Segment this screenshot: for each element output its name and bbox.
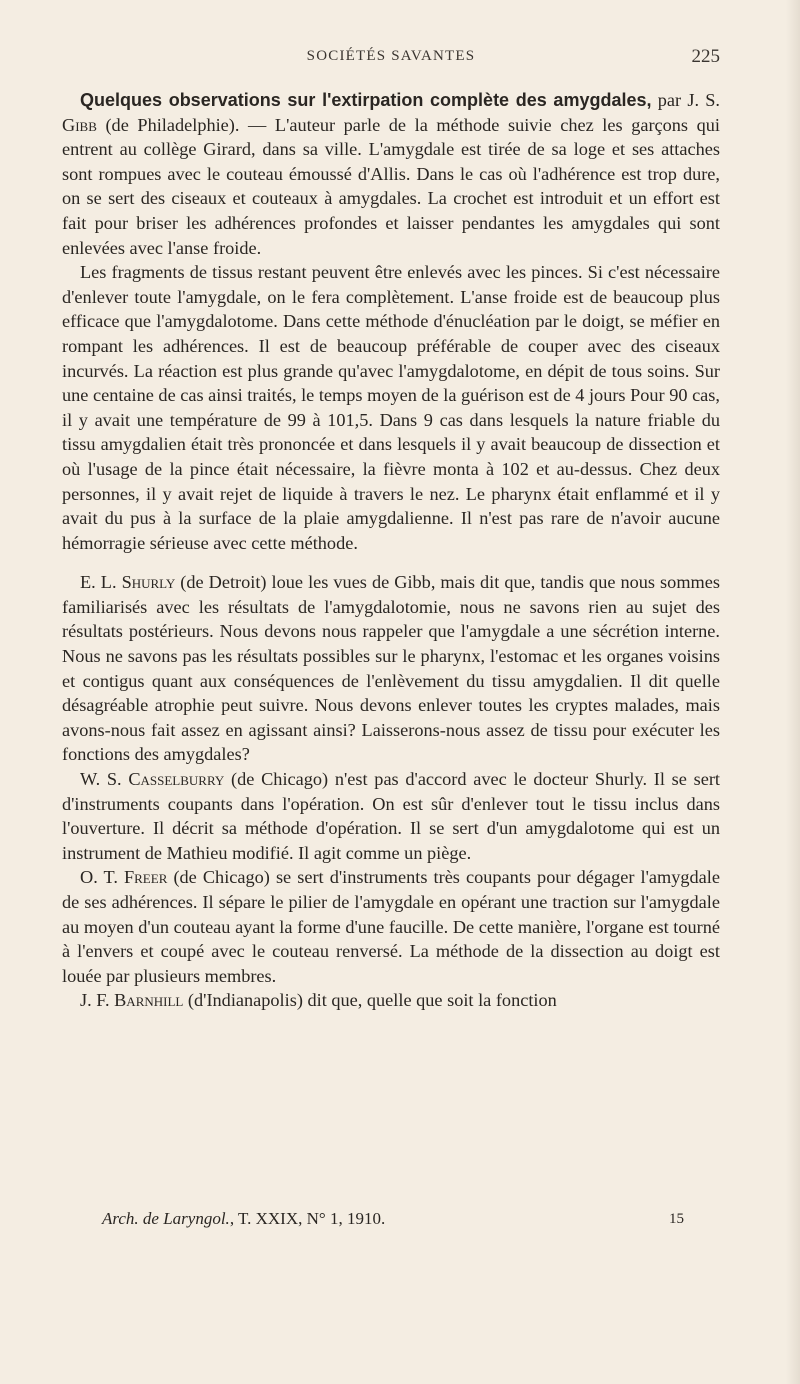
author-initials: E. L. <box>80 572 122 593</box>
text-run: (de Detroit) loue les vues de Gibb, mais dit que, tandis que nous sommes familiarisés avec les résultats de l'amygdalotomie, nous ne savons rien au sujet des résultats postérieurs. Nous devons nous rappeler que l'amygdale a une sécrétion interne. Nous ne savons pas les résultats possibles sur le pharynx, l'estomac et les organes voisins et contigus quant aux conséquences de l'enlèvement du tissu amygdalien. Il dit quelle désagréable atrophie peut suivre. Nous devons enlever toutes les cryptes malades, mais avons-nous fait assez en agissant ainsi? Laisserons-nous assez de tissu pour exécuter les fonctions des amygdales? <box>62 572 720 765</box>
signature-mark: 15 <box>669 1211 684 1227</box>
text-run: par J. S. <box>651 90 720 110</box>
journal-title: Arch. de Laryngol. <box>102 1209 230 1228</box>
article-title: Quelques observations sur l'extirpation complète des amygdales, <box>80 90 652 110</box>
running-header <box>62 48 720 78</box>
page-number: 225 <box>691 46 720 67</box>
journal-reference <box>102 1209 385 1229</box>
page-edge-shadow <box>786 0 800 1384</box>
author-initials: W. S. <box>80 769 129 790</box>
paragraph-gibb-continued: Les fragments de tissus restant peuvent être enlevés avec les pinces. Si c'est nécessaire d'enlever toute l'amygdale, on le fera complètement. L'anse froide est de beaucoup plus efficace que l'amygdalotome. Dans cette méthode d'énucléation par le doigt, se méfier en rompant les adhérences. Il est de beaucoup préférable de couper avec des ciseaux incurvés. La réaction est plus grande qu'avec l'amygdalotome, en dépit de tous soins. Sur une centaine de cas ainsi traités, le temps moyen de la guérison est de 4 jours Pour 90 cas, il y avait une température de 99 à 101,5. Dans 9 cas dans lesquels la nature friable du tissu amygdalien était très prononcée et dans lesquels il y avait beaucoup de dissection et où l'usage de la pince était nécessaire, la fièvre monta à 102 et au-dessus. Chez deux personnes, il y avait rejet de liquide à travers le nez. Le pharynx était enflammé et il y avait du pus à la surface de la plaie amygdalienne. Il n'est pas rare de n'avoir aucune hémorragie sérieuse avec cette méthode. <box>62 262 720 553</box>
text-run: (d'Indianapolis) dit que, quelle que soit la fonction <box>183 990 557 1011</box>
text-run: (de Philadelphie). — L'auteur parle de la méthode suivie chez les garçons qui entrent au collège Girard, dans sa ville. L'amygdale est tirée de sa loge et ses attaches sont rompues avec le couteau émoussé d'Allis. Dans le cas où l'adhérence est trop dure, on se sert des ciseaux et couteaux à amygdales. La crochet est introduit et un effort est fait pour briser les adhérences profondes et laisser pendantes les amygdales qui sont enlevées avec l'anse froide. <box>62 114 720 258</box>
paragraph-barnhill <box>62 988 720 1013</box>
author-name: Casselburry <box>128 769 225 790</box>
author-initials: O. T. <box>80 867 124 888</box>
page-footer <box>62 1209 720 1235</box>
text-run: (de Chicago) n'est pas d'accord avec le docteur Shurly. Il se sert d'instruments coupants dans l'opération. On est sûr d'enlever tout le tissu inclus dans l'ouverture. Il décrit sa méthode d'opération. Il se sert d'un amygdalotome qui est un instrument de Mathieu modifié. Il agit comme un piège. <box>62 769 720 863</box>
paragraph-freer <box>62 865 720 988</box>
running-title: SOCIÉTÉS SAVANTES <box>306 48 476 64</box>
author-name: Shurly <box>121 572 176 593</box>
article-body <box>62 88 720 1013</box>
paragraph-gibb <box>62 88 720 260</box>
author-name: Barnhill <box>114 990 184 1011</box>
paragraph-shurly <box>62 570 720 767</box>
text-run: (de Chicago) se sert d'instruments très coupants pour dégager l'amygdale de ses adhérences. Il sépare le pilier de l'amygdale en opérant une traction sur l'amygdale au moyen d'un couteau ayant la forme d'une faucille. De cette manière, l'organe est tourné à l'envers et coupé avec le couteau renversé. La méthode de la dissection au doigt est louée par plusieurs membres. <box>62 867 720 986</box>
author-name: Freer <box>123 867 168 888</box>
paragraph-casselburry <box>62 767 720 865</box>
author-name: Gibb <box>62 114 97 135</box>
author-initials: J. F. <box>80 990 115 1011</box>
journal-volume: , T. XXIX, N° 1, 1910. <box>229 1209 386 1228</box>
